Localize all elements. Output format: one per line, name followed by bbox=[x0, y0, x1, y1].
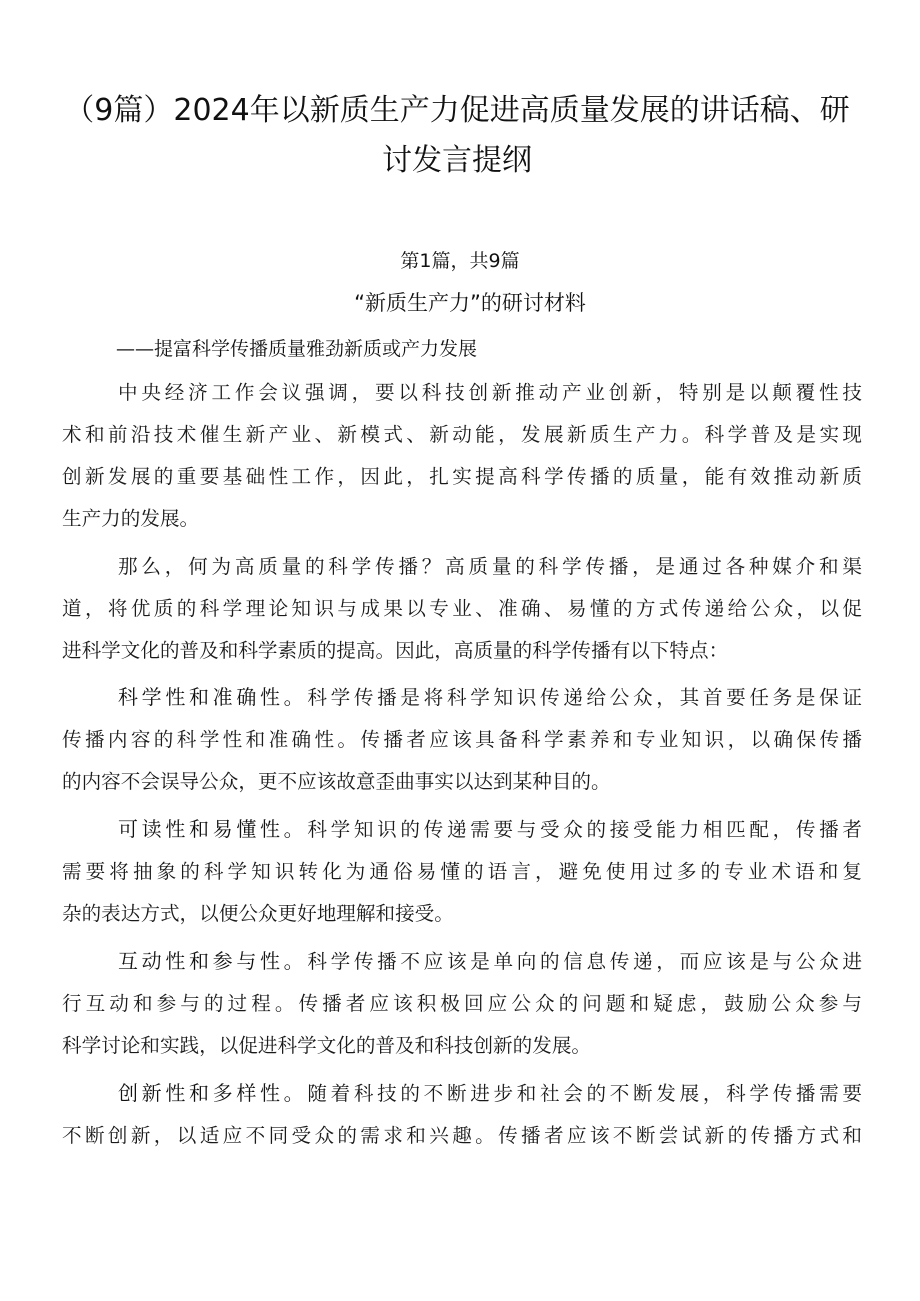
paragraph bbox=[62, 1072, 862, 1157]
paragraph-line: 杂的表达方式，以便公众更好地理解和接受。 bbox=[62, 902, 454, 925]
paragraph-line: 科学讨论和实践，以促进科学文化的普及和科技创新的发展。 bbox=[62, 1034, 592, 1057]
paragraph-text: 科学传播不应该是单向的信息传递，而应该是与公众进 bbox=[307, 950, 863, 973]
paragraph bbox=[62, 940, 862, 1067]
paragraph-text: 科学知识的传递需要与受众的接受能力相匹配，传播者 bbox=[307, 818, 863, 841]
paragraph-text: 随着科技的不断进步和社会的不断发展，科学传播需要 bbox=[307, 1082, 863, 1105]
paragraph-line: 传播内容的科学性和准确性。传播者应该具备科学素养和专业知识，以确保传播 bbox=[62, 728, 862, 751]
paragraph-line bbox=[62, 940, 862, 983]
paragraph-line: 那么，何为高质量的科学传播？高质量的科学传播，是通过各种媒介和渠 bbox=[118, 555, 862, 578]
paragraph-lead: 可读性和易懂性。 bbox=[118, 817, 308, 841]
paragraph-line: 术和前沿技术催生新产业、新模式、新动能，发展新质生产力。科学普及是实现 bbox=[62, 423, 862, 446]
section-title: “新质生产力”的研讨材料 bbox=[354, 291, 586, 315]
document-title-line: （9篇）2024年以新质生产力促进高质量发展的讲话稿、研 bbox=[64, 93, 850, 128]
paragraph-line: 创新发展的重要基础性工作，因此，扎实提高科学传播的质量，能有效推动新质 bbox=[62, 465, 862, 488]
paragraph-line: 行互动和参与的过程。传播者应该积极回应公众的问题和疑虑，鼓励公众参与 bbox=[62, 992, 862, 1015]
paragraph-text: 科学传播是将科学知识传递给公众，其首要任务是保证 bbox=[307, 686, 863, 709]
paragraph-line: 道，将优质的科学理论知识与成果以专业、准确、易懂的方式传递给公众，以促 bbox=[62, 597, 862, 620]
paragraph-line: 生产力的发展。 bbox=[62, 507, 200, 530]
document-title-line: 讨发言提纲 bbox=[382, 143, 532, 178]
paragraph-lead: 科学性和准确性。 bbox=[118, 685, 308, 709]
paragraph-line: 不断创新，以适应不同受众的需求和兴趣。传播者应该不断尝试新的传播方式和 bbox=[62, 1124, 862, 1147]
paragraph-line: 的内容不会误导公众，更不应该故意歪曲事实以达到某种目的。 bbox=[62, 770, 611, 793]
paragraph-line: 中央经济工作会议强调，要以科技创新推动产业创新，特别是以颠覆性技 bbox=[118, 381, 862, 404]
paragraph-lead: 创新性和多样性。 bbox=[118, 1081, 308, 1105]
document-title bbox=[52, 86, 862, 186]
paragraph-line: 进科学文化的普及和科学素质的提高。因此，高质量的科学传播有以下特点： bbox=[62, 639, 729, 662]
paragraph bbox=[62, 676, 862, 803]
paragraph bbox=[62, 372, 862, 540]
section-subtitle: ——提富科学传播质量雅劲新质或产力发展 bbox=[116, 338, 478, 360]
paragraph-line bbox=[62, 808, 862, 851]
paragraph bbox=[62, 546, 862, 672]
paragraph-line bbox=[62, 676, 862, 719]
paragraph-line: 需要将抽象的科学知识转化为通俗易懂的语言，避免使用过多的专业术语和复 bbox=[62, 860, 862, 883]
part-label: 第1篇，共9篇 bbox=[400, 250, 520, 272]
paragraph-lead: 互动性和参与性。 bbox=[118, 949, 308, 973]
paragraph bbox=[62, 808, 862, 935]
paragraph-line bbox=[62, 1072, 862, 1115]
